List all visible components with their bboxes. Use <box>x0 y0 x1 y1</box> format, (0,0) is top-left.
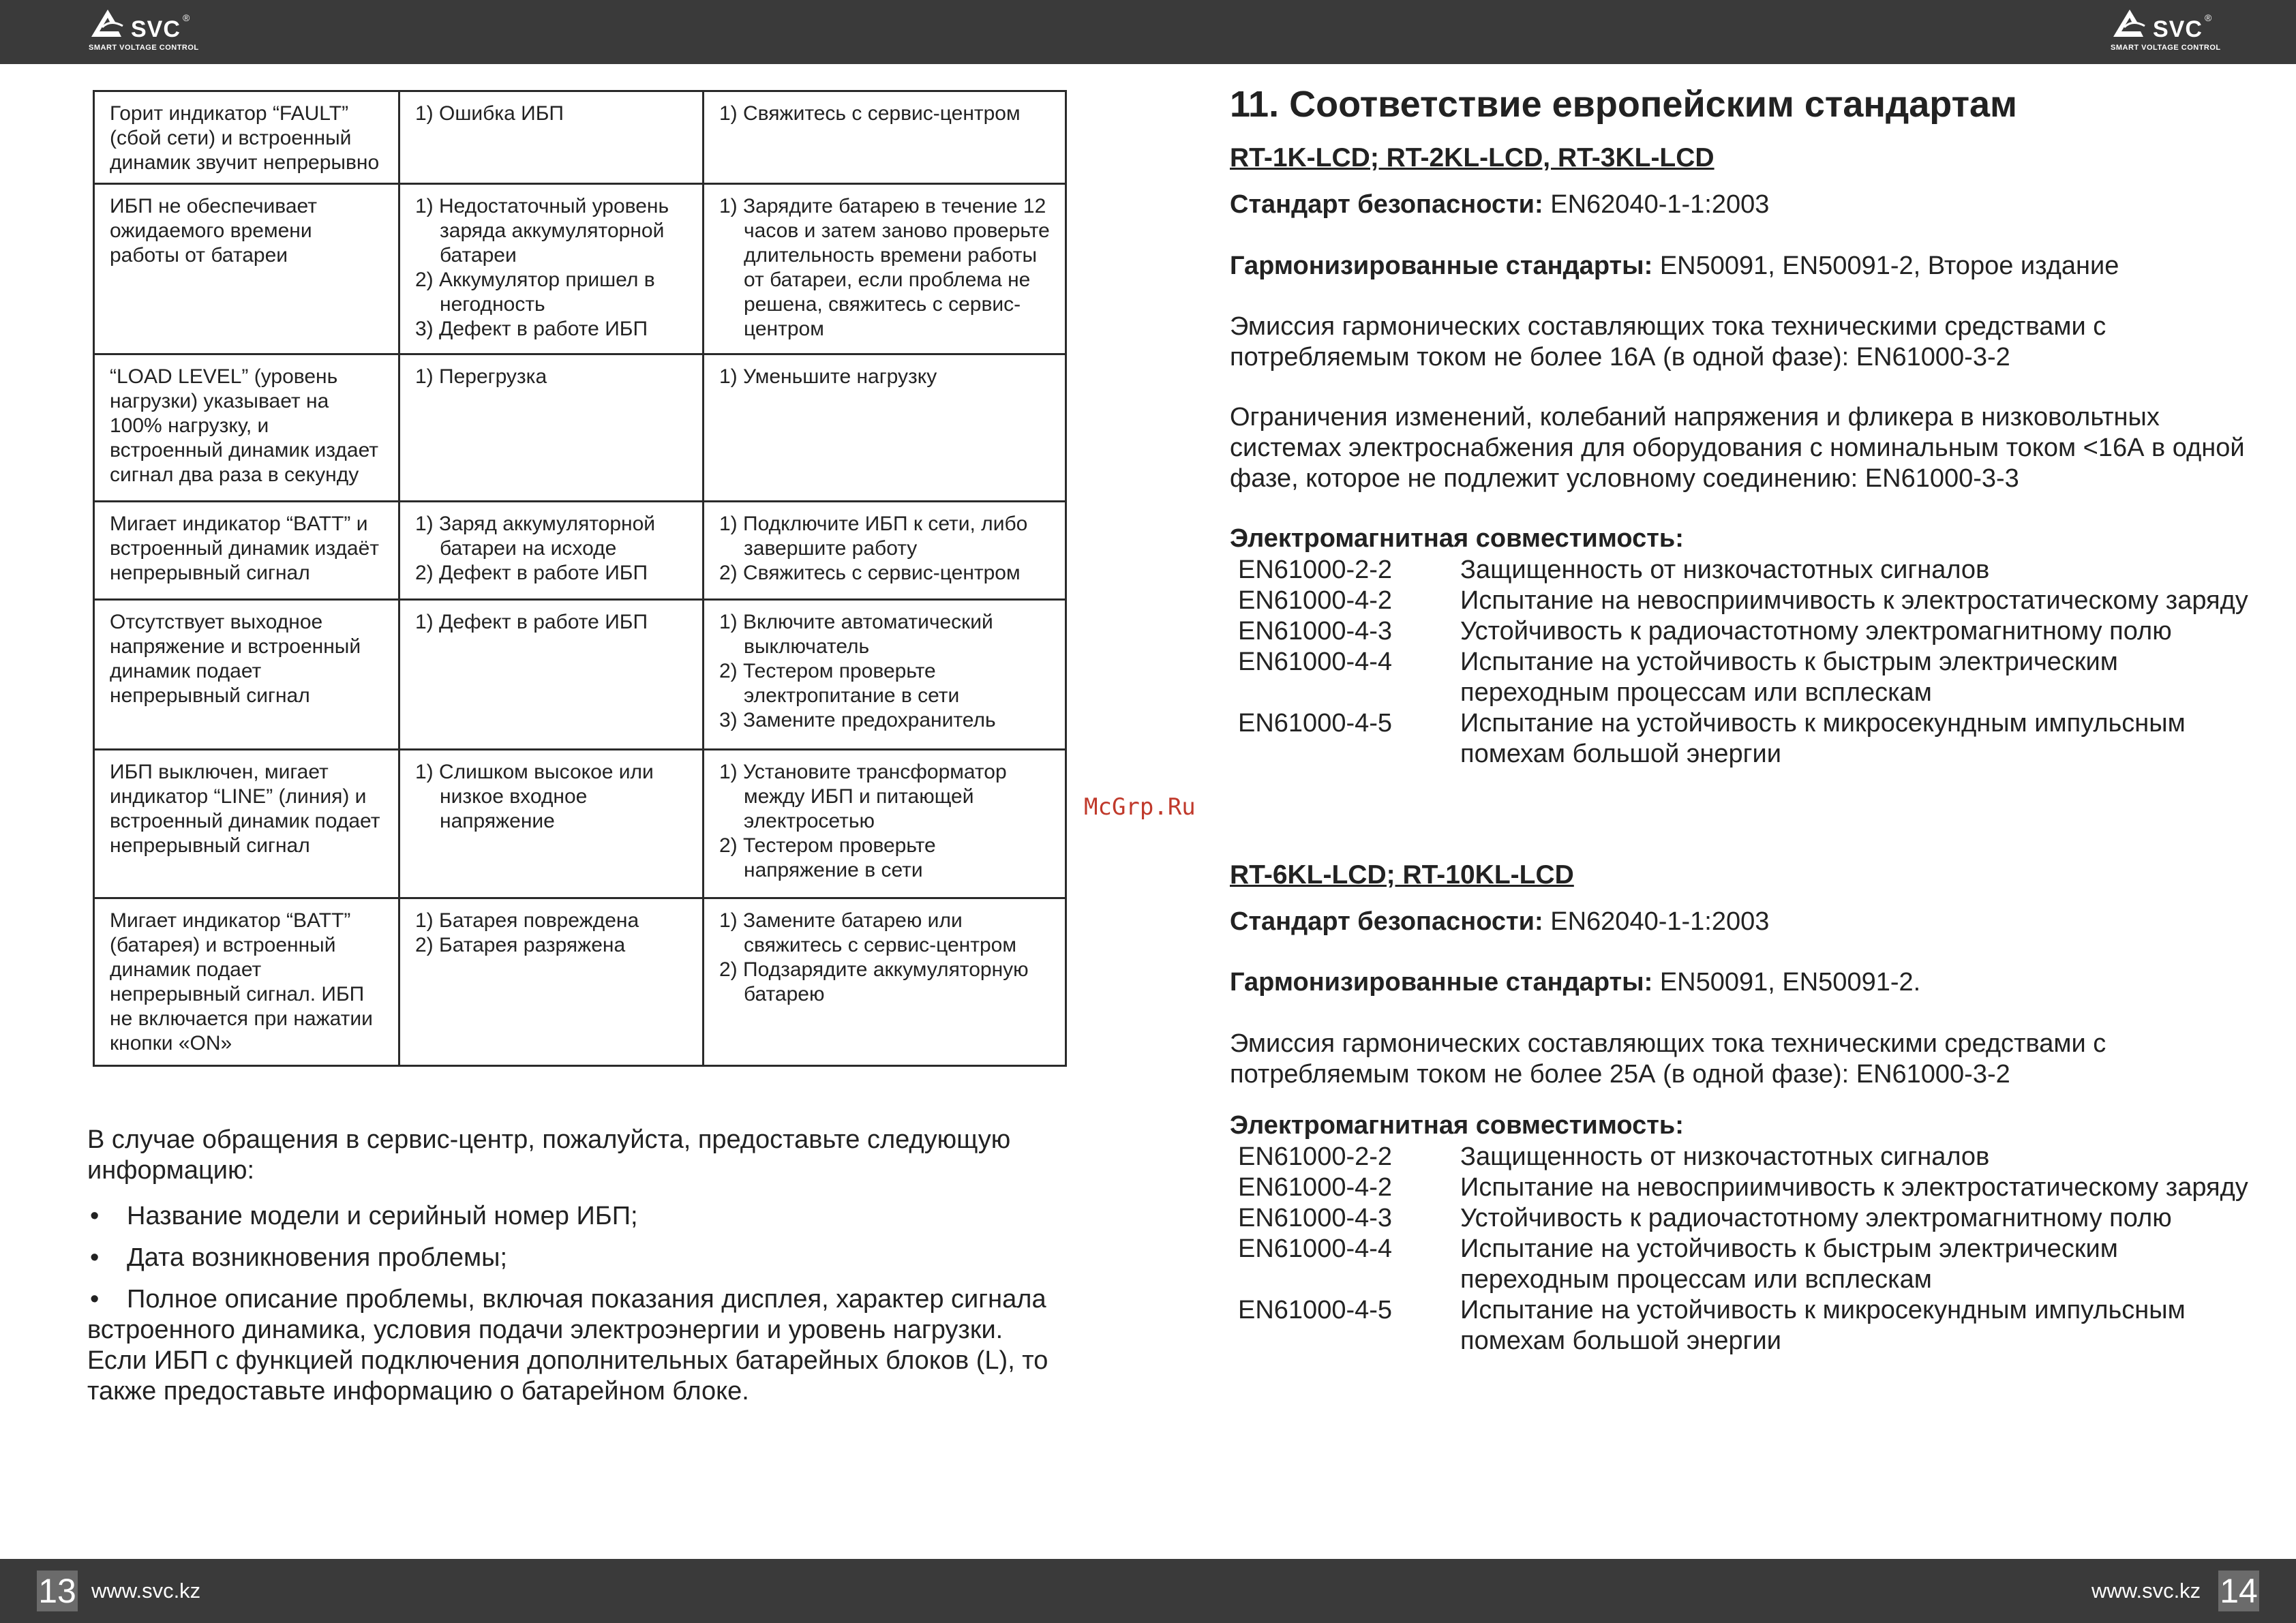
table-row <box>94 184 1066 354</box>
watermark: McGrp.Ru <box>1084 793 1196 821</box>
safety-standard-1 <box>1230 189 2252 220</box>
problem-cell: Отсутствует выходное напряжение и встроенный динамик подает непрерывный сигнал <box>94 600 399 750</box>
emc-code: EN61000-2-2 <box>1238 556 1393 584</box>
header-bar <box>0 0 2296 64</box>
emc-row <box>1238 1172 2274 1203</box>
emission-text-1: Эмиссия гармонических составляющих тока техническими средствами с потребляемым током не более 16А (в одной фазе): EN61000-3-2 <box>1230 312 2106 371</box>
emc-desc: Устойчивость к радиочастотному электромагнитному полю <box>1460 1204 2172 1232</box>
problem-cell: ИБП не обеспечивает ожидаемого времени работы от батареи <box>94 184 399 354</box>
harmonized-label: Гармонизированные стандарты: <box>1230 252 1653 280</box>
service-intro: В случае обращения в сервис-центр, пожалуйста, предоставьте следующую информацию: <box>87 1125 1011 1185</box>
safety-label: Стандарт безопасности: <box>1230 190 1543 219</box>
emc-desc: Испытание на устойчивость к микросекундным импульсным помехам большой энергии <box>1460 1296 2186 1355</box>
cause-item: 1) Ошибка ИБП <box>415 102 564 125</box>
problem-cell: “LOAD LEVEL” (уровень нагрузки) указывает на 100% нагрузку, и встроенный динамик издает сигнал два раза в секунду <box>94 354 399 502</box>
emc-row <box>1238 586 2274 616</box>
table-row <box>94 750 1066 898</box>
emc-desc: Защищенность от низкочастотных сигналов <box>1460 556 1990 584</box>
emc-row <box>1238 647 2274 708</box>
problem-cell: Мигает индикатор “BATT” и встроенный динамик издаёт непрерывный сигнал <box>94 502 399 600</box>
solution-cell <box>704 600 1066 750</box>
emc-desc: Испытание на невосприимчивость к электростатическому заряду <box>1460 1173 2248 1202</box>
solution-cell <box>704 898 1066 1066</box>
harmonized-standards-2 <box>1230 967 2252 998</box>
list-item <box>87 1243 1062 1273</box>
table-row <box>94 91 1066 184</box>
emc-row <box>1238 708 2274 770</box>
emc-desc: Испытание на устойчивость к быстрым электрическим переходным процессам или всплескам <box>1460 648 2118 707</box>
emc-row <box>1238 616 2274 647</box>
cause-item: 2) Дефект в работе ИБП <box>415 562 648 584</box>
problem-cell: Горит индикатор “FAULT” (сбой сети) и встроенный динамик звучит непрерывно <box>94 91 399 184</box>
cause-item: 1) Батарея повреждена <box>415 909 639 932</box>
logo-registered: ® <box>2205 12 2212 23</box>
list-item-text: Название модели и серийный номер ИБП; <box>127 1202 638 1230</box>
list-item-text: Дата возникновения проблемы; <box>127 1243 507 1272</box>
problem-cell: ИБП выключен, мигает индикатор “LINE” (линия) и встроенный динамик подает непрерывный сигнал <box>94 750 399 898</box>
solution-item: 1) Включите автоматический выключатель <box>719 611 993 658</box>
footer-bar <box>0 1559 2296 1623</box>
website-link-left[interactable]: www.svc.kz <box>91 1579 201 1603</box>
solution-item: 1) Установите трансформатор между ИБП и питающей электросетью <box>719 761 1007 832</box>
emc-code: EN61000-4-4 <box>1238 1234 1393 1263</box>
page-number-left: 13 <box>37 1571 78 1611</box>
cause-item: 2) Аккумулятор пришел в негодность <box>415 269 655 316</box>
solution-item: 2) Свяжитесь с сервис-центром <box>719 562 1021 584</box>
safety-value: EN62040-1-1:2003 <box>1550 907 1770 936</box>
logo-registered: ® <box>183 12 190 23</box>
svc-logo-left <box>87 7 203 61</box>
flicker-text-1: Ограничения изменений, колебаний напряжения и фликера в низковольтных системах электроснабжения для оборудования с номинальным током <16А в одной фазе, которое не подлежит условному соединению: EN61000-3-3 <box>1230 403 2245 493</box>
emc-desc: Испытание на невосприимчивость к электростатическому заряду <box>1460 586 2248 615</box>
list-item <box>87 1284 1062 1407</box>
logo-tagline: SMART VOLTAGE CONTROL <box>89 44 199 52</box>
harmonized-value: EN50091, EN50091-2, Второе издание <box>1659 252 2119 280</box>
emc-code: EN61000-4-3 <box>1238 617 1393 646</box>
page-number-right: 14 <box>2218 1571 2259 1611</box>
emc-row <box>1238 555 2274 586</box>
troubleshooting-table <box>93 90 1067 1067</box>
bullet-icon: • <box>90 1243 100 1272</box>
cause-item: 1) Слишком высокое или низкое входное напряжение <box>415 761 654 832</box>
solution-item: 2) Подзарядите аккумуляторную батарею <box>719 958 1029 1005</box>
cause-item: 2) Батарея разряжена <box>415 934 626 956</box>
website-link-right[interactable]: www.svc.kz <box>2091 1579 2201 1603</box>
emc-row <box>1238 1234 2274 1295</box>
safety-value: EN62040-1-1:2003 <box>1550 190 1770 219</box>
cause-item: 1) Заряд аккумуляторной батареи на исходе <box>415 513 656 560</box>
emc-row <box>1238 1142 2274 1172</box>
harmonized-label: Гармонизированные стандарты: <box>1230 968 1653 997</box>
emc-row <box>1238 1203 2274 1234</box>
solution-item: 3) Замените предохранитель <box>719 709 996 731</box>
solution-cell <box>704 502 1066 600</box>
problem-cell: Мигает индикатор “BATT” (батарея) и встроенный динамик подает непрерывный сигнал. ИБП не включается при нажатии кнопки «ON» <box>94 898 399 1066</box>
emc-desc: Устойчивость к радиочастотному электромагнитному полю <box>1460 617 2172 646</box>
table-row <box>94 502 1066 600</box>
list-item-text: Полное описание проблемы, включая показания дисплея, характер сигнала встроенного динамика, условия подачи электроэнергии и уровень нагрузки. Если ИБП с функцией подключения дополнительных батарейных блоков (L), то также предоставьте информацию о батарейном блоке. <box>87 1285 1048 1406</box>
harmonized-standards-1 <box>1230 251 2252 282</box>
emc-code: EN61000-4-4 <box>1238 648 1393 676</box>
cause-item: 1) Дефект в работе ИБП <box>415 611 648 633</box>
emc-code: EN61000-2-2 <box>1238 1142 1393 1171</box>
cause-item: 1) Недостаточный уровень заряда аккумуляторной батареи <box>415 195 669 267</box>
emc-list-2 <box>1238 1142 2274 1356</box>
emc-desc: Защищенность от низкочастотных сигналов <box>1460 1142 1990 1171</box>
emc-title-2: Электромагнитная совместимость: <box>1230 1111 1684 1140</box>
logo-brand: SVC <box>2153 16 2203 42</box>
solution-item: 1) Подключите ИБП к сети, либо завершите работу <box>719 513 1028 560</box>
emc-code: EN61000-4-5 <box>1238 709 1393 738</box>
solution-item: 1) Зарядите батарею в течение 12 часов и затем заново проверьте длительность времени работы от батареи, если проблема не решена, свяжитесь с сервис-центром <box>719 195 1050 340</box>
bullet-icon: • <box>90 1285 100 1314</box>
emc-desc: Испытание на устойчивость к микросекундным импульсным помехам большой энергии <box>1460 709 2186 768</box>
solution-cell <box>704 354 1066 502</box>
emc-code: EN61000-4-2 <box>1238 586 1393 615</box>
table-row <box>94 898 1066 1066</box>
solution-item: 1) Свяжитесь с сервис-центром <box>719 102 1021 125</box>
emc-list-1 <box>1238 555 2274 770</box>
emc-code: EN61000-4-2 <box>1238 1173 1393 1202</box>
safety-standard-2 <box>1230 907 2252 937</box>
solution-cell <box>704 184 1066 354</box>
page-title: 11. Соответствие европейским стандартам <box>1230 84 2017 125</box>
solution-item: 1) Уменьшите нагрузку <box>719 365 937 388</box>
solution-item: 2) Тестером проверьте напряжение в сети <box>719 834 936 881</box>
svc-logo-right <box>2109 7 2225 61</box>
emc-code: EN61000-4-3 <box>1238 1204 1393 1232</box>
cause-item: 3) Дефект в работе ИБП <box>415 318 648 340</box>
safety-label: Стандарт безопасности: <box>1230 907 1543 936</box>
cause-cell <box>399 600 704 750</box>
table-row <box>94 600 1066 750</box>
bullet-icon: • <box>90 1202 100 1230</box>
cause-cell <box>399 898 704 1066</box>
cause-cell <box>399 354 704 502</box>
solution-cell <box>704 91 1066 184</box>
cause-item: 1) Перегрузка <box>415 365 547 388</box>
emc-code: EN61000-4-5 <box>1238 1296 1393 1324</box>
emc-desc: Испытание на устойчивость к быстрым электрическим переходным процессам или всплескам <box>1460 1234 2118 1294</box>
svc-logo-icon <box>87 7 135 41</box>
solution-cell <box>704 750 1066 898</box>
logo-brand: SVC <box>131 16 181 42</box>
table-row <box>94 354 1066 502</box>
section-models-1: RT-1K-LCD; RT-2KL-LCD, RT-3KL-LCD <box>1230 143 1715 172</box>
svc-logo-icon <box>2109 7 2157 41</box>
solution-item: 2) Тестером проверьте электропитание в сети <box>719 660 960 707</box>
cause-cell <box>399 750 704 898</box>
service-info-list <box>87 1201 1062 1418</box>
cause-cell <box>399 91 704 184</box>
harmonized-value: EN50091, EN50091-2. <box>1659 968 1921 997</box>
cause-cell <box>399 502 704 600</box>
emc-row <box>1238 1295 2274 1356</box>
emission-text-2: Эмиссия гармонических составляющих тока техническими средствами с потребляемым током не более 25А (в одной фазе): EN61000-3-2 <box>1230 1029 2106 1089</box>
cause-cell <box>399 184 704 354</box>
section-models-2: RT-6KL-LCD; RT-10KL-LCD <box>1230 860 1574 890</box>
list-item <box>87 1201 1062 1232</box>
emc-title-1: Электромагнитная совместимость: <box>1230 524 1684 553</box>
logo-tagline: SMART VOLTAGE CONTROL <box>2111 44 2221 52</box>
solution-item: 1) Замените батарею или свяжитесь с сервис-центром <box>719 909 1016 956</box>
